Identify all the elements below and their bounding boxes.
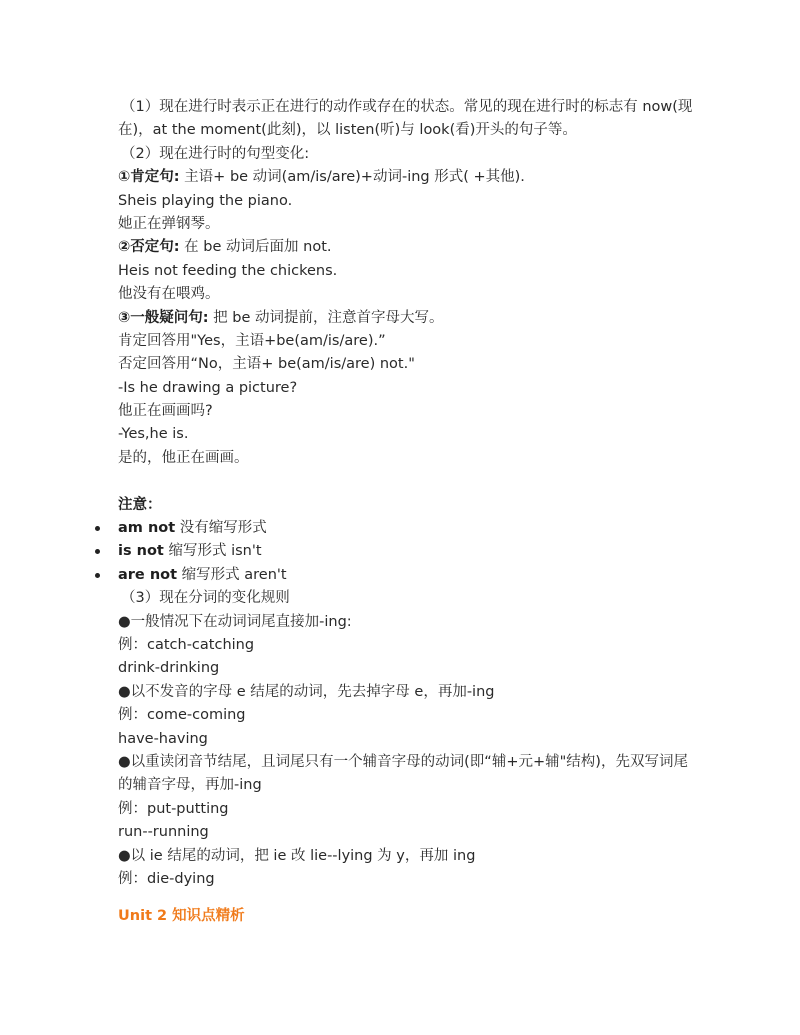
question-label: ③一般疑问句:: [118, 309, 209, 326]
rule-4-example-1: 例：die-dying: [118, 870, 215, 887]
rule-3-example-1: 例：put-putting: [118, 800, 229, 817]
answer-yes-rule: 肯定回答用"Yes，主语+be(am/is/are).”: [118, 332, 386, 349]
question-text: 把 be 动词提前，注意首字母大写。: [208, 309, 444, 326]
bullet-icon: [95, 549, 100, 554]
rule-3-example-2: run--running: [118, 824, 209, 841]
bullet-bold: are not: [118, 566, 178, 583]
example-2-english: Heis not feeding the chickens.: [118, 262, 338, 279]
rule-1: ●一般情况下在动词词尾直接加-ing:: [118, 613, 352, 630]
bullet-text: 缩写形式 isn't: [163, 543, 262, 560]
example-3-answer-chinese: 是的，他正在画画。: [118, 449, 249, 466]
rule-2: ●以不发音的字母 e 结尾的动词，先去掉字母 e，再加-ing: [118, 683, 495, 700]
rule-3-line-1: ●以重读闭音节结尾，且词尾只有一个辅音字母的动词(即“辅+元+辅"结构)，先双写词尾: [118, 753, 688, 770]
note-heading: [118, 494, 688, 517]
spacer: [118, 470, 688, 493]
list-item: [118, 517, 688, 540]
negative-text: 在 be 动词后面加 not.: [179, 239, 332, 256]
example-3-answer: -Yes,he is.: [118, 426, 189, 443]
document-body: [118, 96, 693, 929]
bullet-text: 缩写形式 aren't: [177, 566, 287, 583]
list-item: [118, 564, 688, 587]
paragraph-3-title: （3）现在分词的变化规则: [121, 590, 290, 607]
bullet-bold: is not: [118, 543, 164, 560]
negative-rule: [118, 236, 688, 259]
paragraph-1-line-1: （1）现在进行时表示正在进行的动作或存在的状态。常见的现在进行时的标志有 now(现: [121, 99, 693, 115]
example-3-question-chinese: 他正在画画吗?: [118, 403, 213, 420]
bullet-icon: [95, 526, 100, 531]
example-1-english: Sheis playing the piano.: [118, 192, 293, 209]
question-rule: [118, 307, 688, 330]
bullet-bold: am not: [118, 520, 176, 537]
affirmative-text: 主语+ be 动词(am/is/are)+动词-ing 形式( +其他).: [179, 169, 525, 186]
rule-2-example-2: have-having: [118, 730, 208, 747]
rule-1-example-2: drink-drinking: [118, 660, 220, 677]
rule-1-example-1: 例：catch-catching: [118, 636, 255, 653]
rule-4: ●以 ie 结尾的动词，把 ie 改 lie--lying 为 y，再加 ing: [118, 847, 476, 864]
rule-2-example-1: 例：come-coming: [118, 707, 246, 724]
paragraph-2-title: （2）现在进行时的句型变化:: [121, 145, 310, 162]
example-3-question: -Is he drawing a picture?: [118, 379, 298, 396]
example-1-chinese: 她正在弹钢琴。: [118, 215, 220, 232]
rule-3-line-2: 的辅音字母，再加-ing: [118, 777, 262, 794]
negative-label: ②否定句:: [118, 239, 180, 256]
example-2-chinese: 他没有在喂鸡。: [118, 286, 220, 303]
bullet-icon: [95, 573, 100, 578]
bullet-text: 没有缩写形式: [175, 520, 267, 537]
affirmative-label: ①肯定句:: [118, 169, 180, 186]
unit-heading: Unit 2 知识点精析: [118, 908, 245, 925]
list-item: [118, 540, 688, 563]
answer-no-rule: 否定回答用“No，主语+ be(am/is/are) not.": [118, 356, 415, 373]
affirmative-rule: [118, 166, 688, 189]
paragraph-1-line-2: 在)，at the moment(此刻)，以 listen(听)与 look(看)开头的句子等。: [118, 122, 577, 139]
note-label: 注意：: [118, 496, 162, 513]
